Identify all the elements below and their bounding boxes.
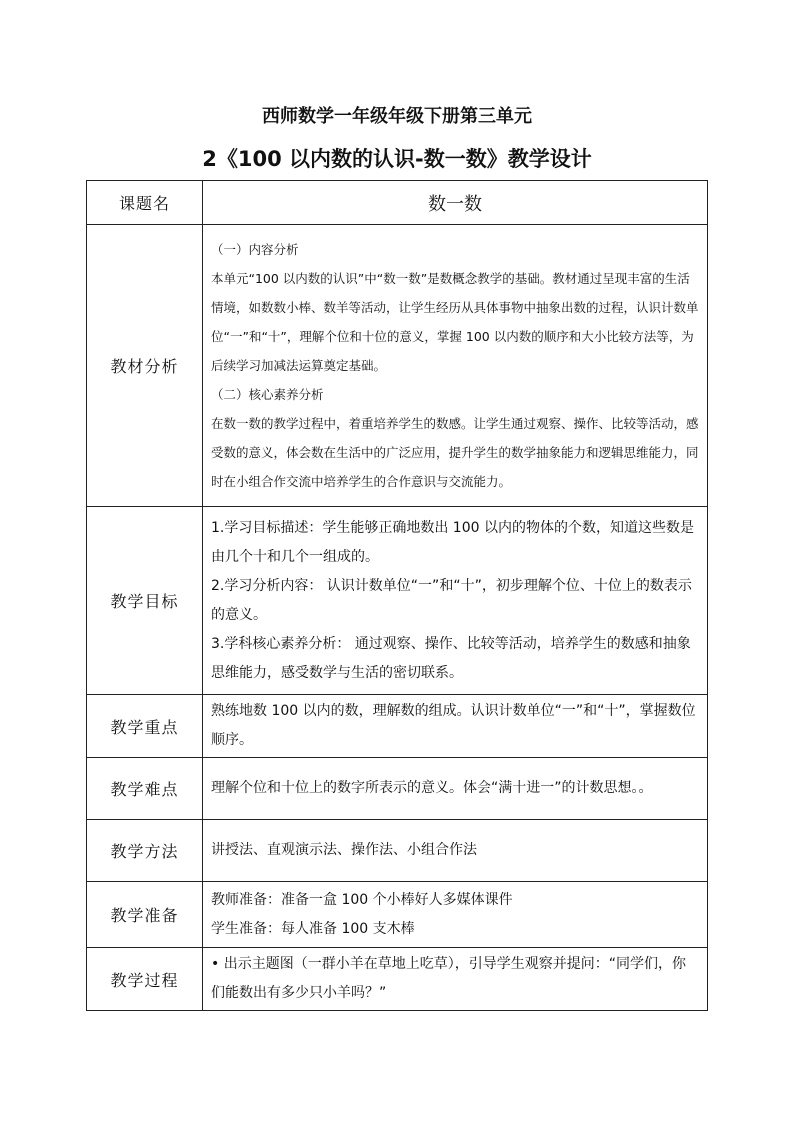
objectives-content xyxy=(203,507,708,695)
section1-heading: （一）内容分析 xyxy=(211,242,299,257)
lesson-plan-table xyxy=(86,180,708,1011)
methods-label: 教学方法 xyxy=(87,820,203,882)
row-process xyxy=(87,948,708,1011)
material-analysis-content xyxy=(203,225,708,507)
section2-heading: （二）核心素养分析 xyxy=(211,387,324,402)
row-objectives xyxy=(87,507,708,695)
objective-item-3: 3.学科核心素养分析： 通过观察、操作、比较等活动，培养学生的数感和抽象思维能力，感受数学与生活的密切联系。 xyxy=(211,635,691,681)
teacher-preparation: 教师准备：准备一盒 100 个小棒好人多媒体课件 xyxy=(211,891,513,908)
key-points-text: 熟练地数 100 以内的数，理解数的组成。认识计数单位“一”和“十”，掌握数位顺序。 xyxy=(203,695,708,758)
key-points-label: 教学重点 xyxy=(87,695,203,758)
difficulties-label: 教学难点 xyxy=(87,758,203,820)
section2-text: 在数一数的教学过程中，着重培养学生的数感。让学生通过观察、操作、比较等活动，感受数的意义，体会数在生活中的广泛应用，提升学生的数学抽象能力和逻辑思维能力，同时在小组合作交流中培养学生的合作意识与交流能力。 xyxy=(211,416,699,489)
objectives-label: 教学目标 xyxy=(87,507,203,695)
material-analysis-label: 教材分析 xyxy=(87,225,203,507)
lesson-title: 2《100 以内数的认识-数一数》教学设计 xyxy=(202,147,592,171)
row-preparation xyxy=(87,882,708,948)
objective-item-2: 2.学习分析内容： 认识计数单位“一”和“十”，初步理解个位、十位上的数表示的意义。 xyxy=(211,577,692,623)
preparation-content xyxy=(203,882,708,948)
process-label: 教学过程 xyxy=(87,948,203,1011)
row-methods xyxy=(87,820,708,882)
methods-text: 讲授法、直观演示法、操作法、小组合作法 xyxy=(203,820,708,882)
topic-label: 课题名 xyxy=(87,181,203,225)
row-key-points xyxy=(87,695,708,758)
row-difficulties xyxy=(87,758,708,820)
process-text: • 出示主题图（一群小羊在草地上吃草），引导学生观察并提问：“同学们，你们能数出有多少只小羊吗？” xyxy=(203,948,708,1011)
objective-item-1: 1.学习目标描述：学生能够正确地数出 100 以内的物体的个数，知道这些数是由几个十和几个一组成的。 xyxy=(211,519,694,565)
document-title: 西师数学一年级年级下册第三单元 xyxy=(262,106,532,127)
student-preparation: 学生准备：每人准备 100 支木棒 xyxy=(211,920,415,937)
row-topic xyxy=(87,181,708,225)
row-material-analysis xyxy=(87,225,708,507)
difficulties-text: 理解个位和十位上的数字所表示的意义。体会“满十进一”的计数思想。。 xyxy=(203,758,708,820)
section1-text: 本单元“100 以内数的认识”中“数一数”是数概念教学的基础。教材通过呈现丰富的生活情境，如数数小棒、数羊等活动，让学生经历从具体事物中抽象出数的过程，认识计数单位“一”和“十”，理解个位和十位的意义，掌握 100 以内数的顺序和大小比较方法等，为后续学习加减法运算奠定基础。 xyxy=(211,271,699,373)
preparation-label: 教学准备 xyxy=(87,882,203,948)
topic-value: 数一数 xyxy=(203,181,708,225)
